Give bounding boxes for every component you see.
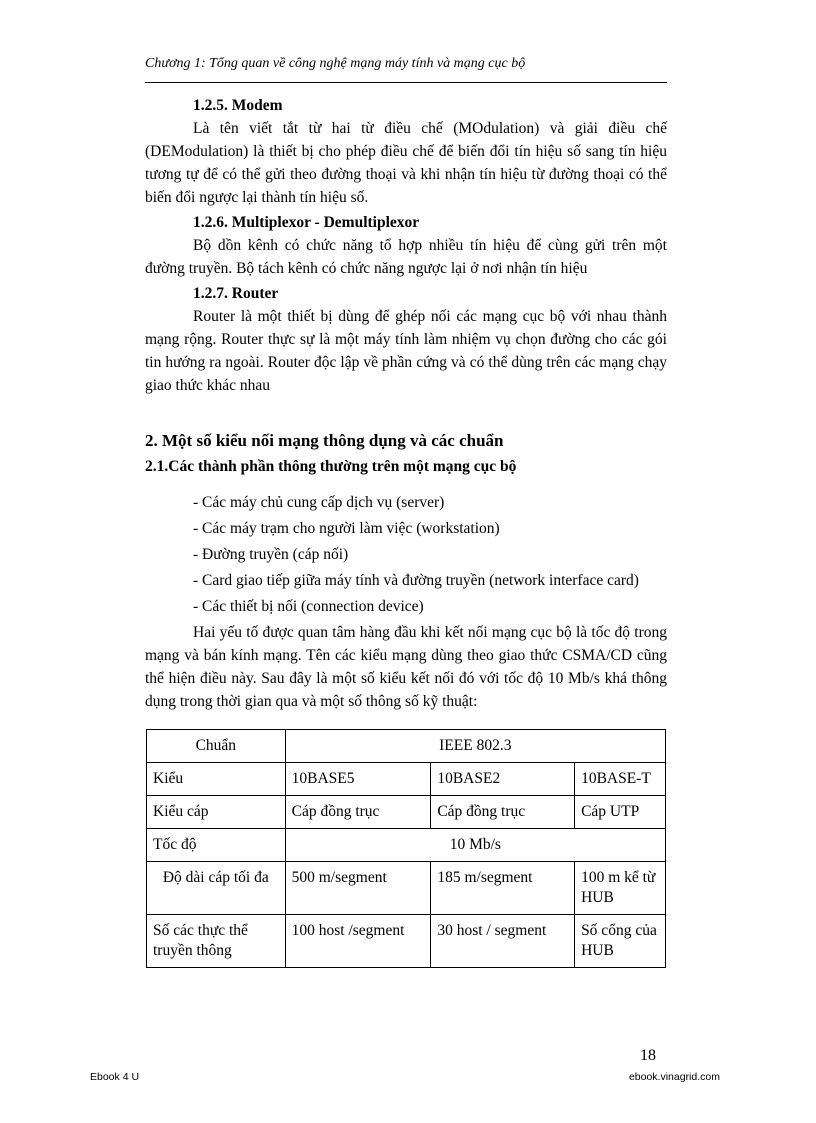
table-cell: IEEE 802.3	[285, 730, 665, 763]
list-item: - Các thiết bị nối (connection device)	[193, 598, 424, 615]
heading-multiplexor: 1.2.6. Multiplexor - Demultiplexor	[193, 214, 420, 231]
table-cell: Số cổng của HUB	[575, 915, 666, 968]
chapter-header: Chương 1: Tổng quan về công nghệ mạng máy tính và mạng cục bộ	[145, 56, 526, 71]
table-cell: Chuẩn	[147, 730, 286, 763]
table-cell: 500 m/segment	[285, 862, 431, 915]
list-item: - Các máy trạm cho người làm việc (workstation)	[193, 520, 500, 537]
table-cell: 10 Mb/s	[285, 829, 665, 862]
paragraph-ethernet-intro: Hai yếu tố được quan tâm hàng đầu khi kết nối mạng cục bộ là tốc độ trong mạng và bán kính mạng. Tên các kiểu mạng dùng theo giao thức CSMA/CD cũng thể hiện điều này. Sau đây là một số kiểu kết nối đó với tốc độ 10 Mb/s khá thông dụng trong thời gian qua và một số thông số kỹ thuật:	[145, 624, 667, 710]
table-cell: Cáp UTP	[575, 796, 666, 829]
page-number: 18	[640, 1047, 656, 1064]
table-cell: 10BASE2	[431, 763, 575, 796]
table-row	[147, 730, 666, 763]
table-cell: 100 m kể từ HUB	[575, 862, 666, 915]
table-row	[147, 829, 666, 862]
table-cell: 10BASE5	[285, 763, 431, 796]
heading-modem: 1.2.5. Modem	[193, 97, 283, 114]
table-cell: Tốc độ	[147, 829, 286, 862]
table-row	[147, 862, 666, 915]
table-cell: Kiểu	[147, 763, 286, 796]
heading-router: 1.2.7. Router	[193, 285, 279, 302]
table-cell: Số các thực thể truyền thông	[147, 915, 286, 968]
table-cell: 185 m/segment	[431, 862, 575, 915]
page-content	[145, 92, 667, 713]
ethernet-spec-table	[146, 729, 666, 968]
table-cell: Cáp đồng trục	[285, 796, 431, 829]
paragraph-modem: Là tên viết tắt từ hai từ điều chế (MOdulation) và giải điều chế (DEModulation) là thiết bị cho phép điều chế để biến đổi tín hiệu số sang tín hiệu tương tự để có thể gửi theo đường thoại và khi nhận tín hiệu từ đường thoại có thể biến đổi ngược lại thành tín hiệu số.	[145, 120, 667, 206]
footer-site-url: ebook.vinagrid.com	[628, 1071, 720, 1083]
table-cell: 30 host / segment	[431, 915, 575, 968]
heading-section-2-1: 2.1.Các thành phần thông thường trên một mạng cục bộ	[145, 458, 517, 475]
list-item: - Các máy chủ cung cấp dịch vụ (server)	[193, 494, 445, 511]
table-row	[147, 763, 666, 796]
table-cell: 100 host /segment	[285, 915, 431, 968]
table-cell: Độ dài cáp tối đa	[147, 862, 286, 915]
component-list	[193, 490, 667, 620]
footer-site-name: Ebook 4 U	[90, 1071, 140, 1083]
paragraph-router: Router là một thiết bị dùng để ghép nối các mạng cục bộ với nhau thành mạng rộng. Router thực sự là một máy tính làm nhiệm vụ chọn đường cho các gói tin hướng ra ngoài. Router độc lập về phần cứng và có thể dùng trên các mạng chạy giao thức khác nhau	[145, 308, 667, 394]
heading-section-2: 2. Một số kiểu nối mạng thông dụng và các chuẩn	[145, 431, 504, 450]
table-cell: 10BASE-T	[575, 763, 666, 796]
table-row	[147, 796, 666, 829]
table-row	[147, 915, 666, 968]
list-item: - Đường truyền (cáp nối)	[193, 546, 349, 563]
paragraph-multiplexor: Bộ dồn kênh có chức năng tổ hợp nhiều tín hiệu để cùng gửi trên một đường truyền. Bộ tách kênh có chức năng ngược lại ở nơi nhận tín hiệu	[145, 237, 667, 277]
list-item: - Card giao tiếp giữa máy tính và đường truyền (network interface card)	[193, 572, 639, 589]
table-cell: Kiểu cáp	[147, 796, 286, 829]
table-cell: Cáp đồng trục	[431, 796, 575, 829]
header-divider	[145, 82, 667, 83]
